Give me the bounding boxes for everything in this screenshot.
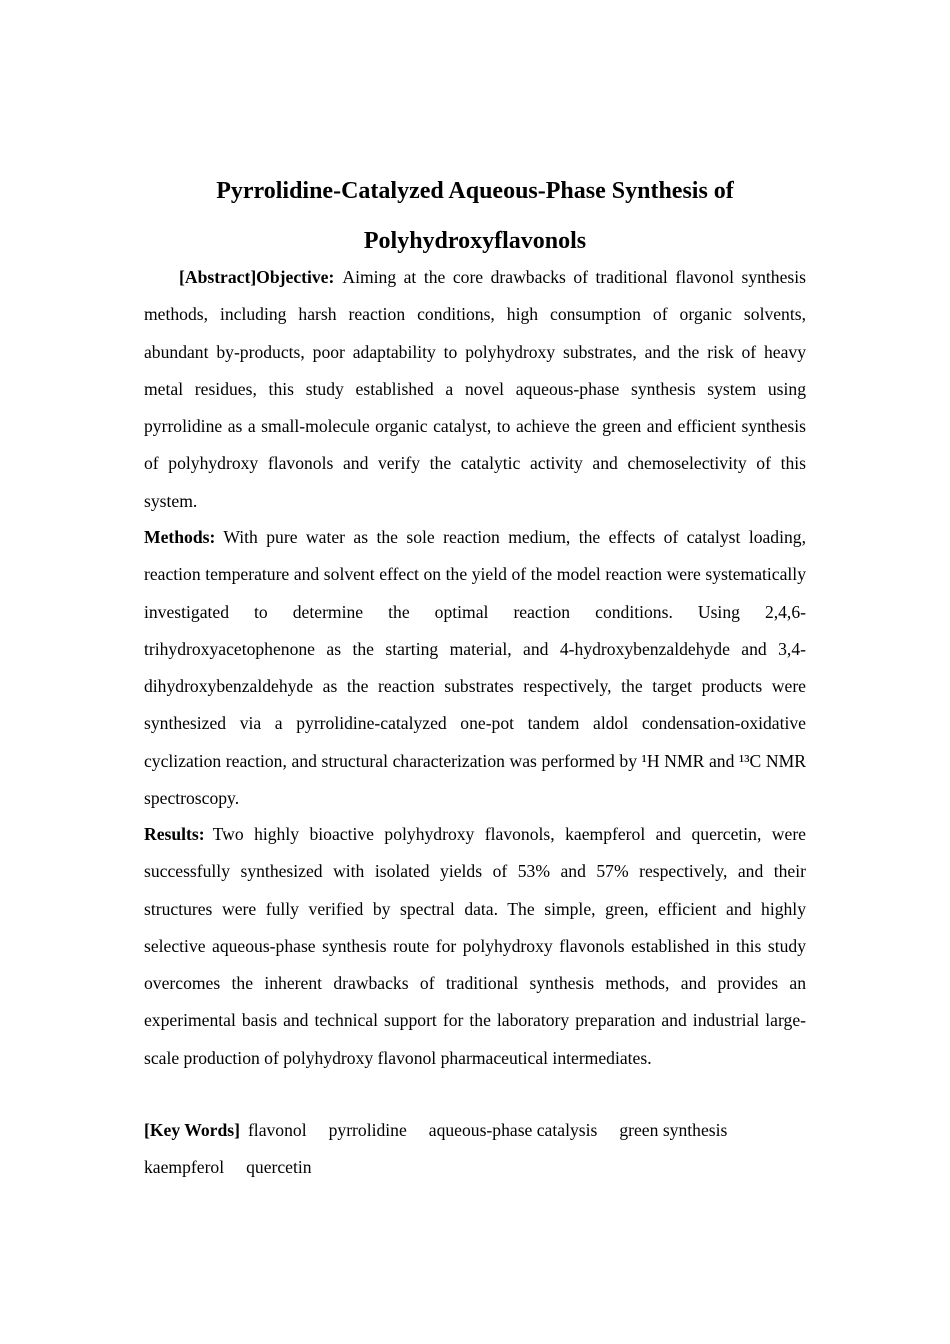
methods-paragraph bbox=[144, 519, 806, 817]
results-label: Results: bbox=[144, 824, 205, 844]
keyword: pyrrolidine bbox=[328, 1120, 407, 1140]
keywords-label: [Key Words] bbox=[144, 1120, 240, 1140]
paper-title: Pyrrolidine-Catalyzed Aqueous-Phase Synthesis of Polyhydroxyflavonols bbox=[216, 178, 734, 254]
results-text: Two highly bioactive polyhydroxy flavonols, kaempferol and quercetin, were successfully synthesized with isolated yields of 53% and 57% respectively, and their structures were fully verified by spectral data. The simple, green, efficient and highly selective aqueous-phase synthesis route for polyhydroxy flavonols established in this study overcomes the inherent drawbacks of traditional synthesis methods, and provides an experimental basis and technical support for the laboratory preparation and industrial large-scale production of polyhydroxy flavonol pharmaceutical intermediates. bbox=[144, 824, 806, 1068]
abstract-text: Aiming at the core drawbacks of traditional flavonol synthesis methods, including harsh reaction conditions, high consumption of organic solvents, abundant by-products, poor adaptability to polyhydroxy substrates, and the risk of heavy metal residues, this study established a novel aqueous-phase synthesis system using pyrrolidine as a small-molecule organic catalyst, to achieve the green and efficient synthesis of polyhydroxy flavonols and verify the catalytic activity and chemoselectivity of this system. bbox=[144, 267, 806, 511]
results-paragraph bbox=[144, 816, 806, 1077]
abstract-label: [Abstract]Objective: bbox=[179, 267, 335, 287]
methods-label: Methods: bbox=[144, 527, 216, 547]
keyword: kaempferol bbox=[144, 1157, 225, 1178]
keyword: green synthesis bbox=[619, 1120, 728, 1140]
keyword: quercetin bbox=[246, 1157, 312, 1178]
methods-text: With pure water as the sole reaction medium, the effects of catalyst loading, reaction temperature and solvent effect on the yield of the model reaction were systematically investigated to determine the optimal reaction conditions. Using 2,4,6-trihydroxyacetophenone as the starting material, and 4-hydroxybenzaldehyde and 3,4-dihydroxybenzaldehyde as the reaction substrates respectively, the target products were synthesized via a pyrrolidine-catalyzed one-pot tandem aldol condensation-oxidative cyclization reaction, and structural characterization was performed by ¹H NMR and ¹³C NMR spectroscopy. bbox=[144, 527, 806, 809]
keywords-paragraph bbox=[144, 1112, 806, 1187]
abstract-paragraph bbox=[144, 259, 806, 520]
keyword: flavonol bbox=[247, 1120, 307, 1140]
keyword: aqueous-phase catalysis bbox=[428, 1120, 598, 1140]
